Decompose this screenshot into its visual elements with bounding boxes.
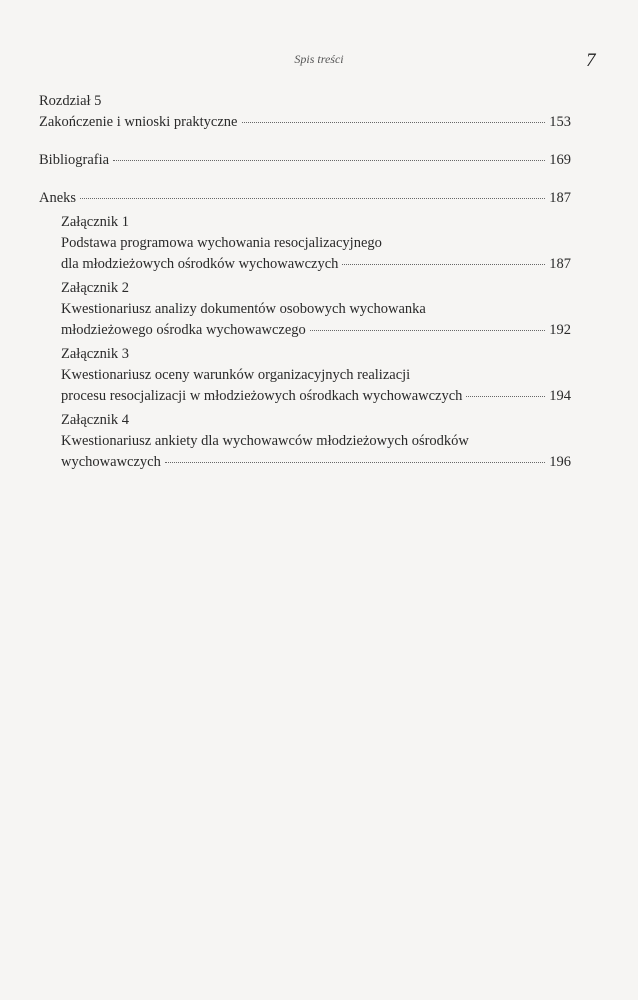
table-of-contents: [39, 91, 571, 473]
toc-label: Rozdział 5: [39, 93, 102, 109]
toc-page: 187: [549, 190, 571, 206]
toc-appendix-label: [39, 212, 571, 233]
toc-entry[interactable]: [39, 386, 571, 407]
toc-appendix-title-line: [39, 431, 571, 452]
toc-appendix-label: [39, 278, 571, 299]
toc-entry[interactable]: [39, 254, 571, 275]
toc-title: wychowawczych: [61, 454, 161, 470]
dot-leader: [165, 460, 545, 463]
toc-title: Kwestionariusz analizy dokumentów osobowych wychowanka: [61, 301, 426, 317]
toc-appendix-label: [39, 410, 571, 431]
page-number: 7: [586, 50, 596, 71]
toc-entry[interactable]: [39, 452, 571, 473]
toc-page: 196: [549, 454, 571, 470]
toc-title: procesu resocjalizacji w młodzieżowych ośrodkach wychowawczych: [61, 388, 463, 404]
dot-leader: [342, 262, 545, 265]
toc-page: 153: [549, 114, 571, 130]
toc-entry[interactable]: [39, 150, 571, 171]
toc-title: Zakończenie i wnioski praktyczne: [39, 114, 238, 130]
running-title: Spis treści: [294, 52, 344, 66]
toc-label: Załącznik 2: [61, 280, 130, 296]
toc-title: Kwestionariusz oceny warunków organizacyjnych realizacji: [61, 367, 411, 383]
dot-leader: [466, 394, 545, 397]
toc-label: Załącznik 1: [61, 214, 130, 230]
toc-page: 194: [549, 388, 571, 404]
toc-appendix-label: [39, 344, 571, 365]
toc-title: Podstawa programowa wychowania resocjalizacyjnego: [61, 235, 382, 251]
toc-title: dla młodzieżowych ośrodków wychowawczych: [61, 256, 339, 272]
toc-entry[interactable]: [39, 320, 571, 341]
toc-page: 187: [549, 256, 571, 272]
toc-entry[interactable]: [39, 112, 571, 133]
dot-leader: [80, 196, 545, 199]
toc-appendix-title-line: [39, 233, 571, 254]
toc-chapter-label: [39, 91, 571, 112]
toc-label: Załącznik 3: [61, 346, 130, 362]
toc-entry[interactable]: [39, 188, 571, 209]
toc-appendix-title-line: [39, 365, 571, 386]
toc-page: 192: [549, 322, 571, 338]
toc-title: Aneks: [39, 190, 77, 206]
toc-title: Kwestionariusz ankiety dla wychowawców młodzieżowych ośrodków: [61, 433, 469, 449]
toc-page: 169: [549, 152, 571, 168]
toc-title: młodzieżowego ośrodka wychowawczego: [61, 322, 306, 338]
toc-title: Bibliografia: [39, 152, 110, 168]
toc-appendix-title-line: [39, 299, 571, 320]
dot-leader: [242, 120, 546, 123]
dot-leader: [113, 158, 545, 161]
dot-leader: [310, 328, 545, 331]
toc-label: Załącznik 4: [61, 412, 130, 428]
